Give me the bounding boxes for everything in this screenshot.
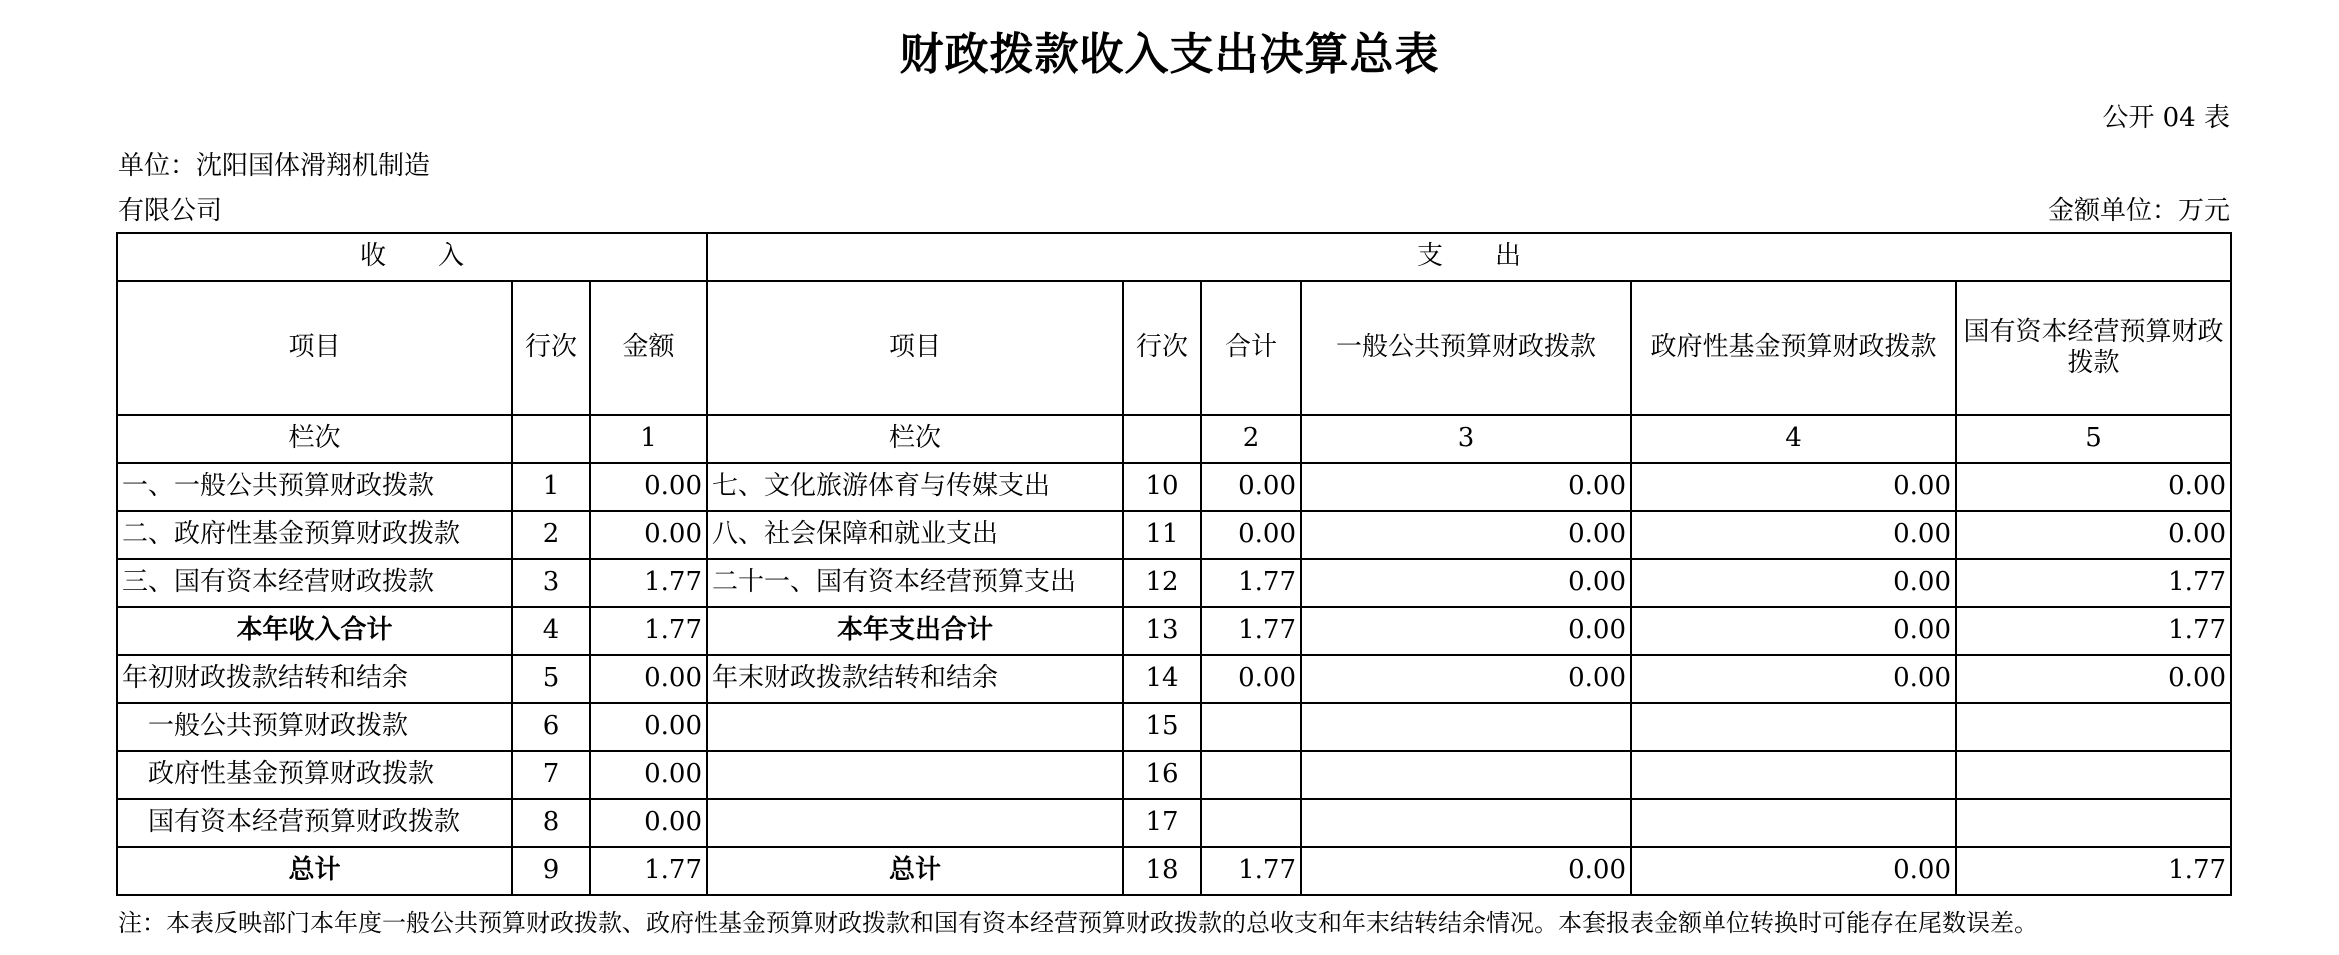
expense-total: 1.77: [1201, 847, 1301, 895]
income-item: 二、政府性基金预算财政拨款: [117, 511, 512, 559]
expense-item: [707, 751, 1123, 799]
col-header-total: 合计: [1201, 281, 1301, 415]
expense-line-no: 12: [1123, 559, 1201, 607]
table-row: [117, 463, 2231, 511]
expense-item: [707, 799, 1123, 847]
income-line-no: 7: [512, 751, 590, 799]
col-index-empty: [1123, 415, 1201, 463]
col-header-state-capital: 国有资本经营预算财政拨款: [1956, 281, 2231, 415]
expense-item: 二十一、国有资本经营预算支出: [707, 559, 1123, 607]
income-item: 三、国有资本经营财政拨款: [117, 559, 512, 607]
expense-section-header: 支 出: [707, 233, 2231, 281]
expense-total: [1201, 799, 1301, 847]
reporting-unit-line2: 有限公司: [118, 196, 223, 226]
expense-fund: 0.00: [1631, 511, 1956, 559]
col-header-expense-item: 项目: [707, 281, 1123, 415]
column-header-row: [117, 281, 2231, 415]
expense-state: 0.00: [1956, 655, 2231, 703]
col-index-empty: [512, 415, 590, 463]
expense-state: 1.77: [1956, 559, 2231, 607]
income-item: 一、一般公共预算财政拨款: [117, 463, 512, 511]
final-accounts-table: [116, 232, 2232, 896]
table-row-subtotal: [117, 607, 2231, 655]
income-amount: 0.00: [590, 799, 707, 847]
expense-line-no: 17: [1123, 799, 1201, 847]
expense-state: 1.77: [1956, 847, 2231, 895]
expense-general: 0.00: [1301, 511, 1631, 559]
expense-general: [1301, 751, 1631, 799]
income-line-no: 8: [512, 799, 590, 847]
expense-general: 0.00: [1301, 559, 1631, 607]
expense-state: [1956, 799, 2231, 847]
income-amount: 0.00: [590, 703, 707, 751]
expense-general: [1301, 703, 1631, 751]
income-section-header: 收 入: [117, 233, 707, 281]
income-line-no: 9: [512, 847, 590, 895]
table-row: [117, 751, 2231, 799]
expense-total: 0.00: [1201, 655, 1301, 703]
income-amount: 1.77: [590, 607, 707, 655]
income-line-no: 4: [512, 607, 590, 655]
expense-state: [1956, 703, 2231, 751]
expense-line-no: 16: [1123, 751, 1201, 799]
expense-fund: 0.00: [1631, 559, 1956, 607]
expense-fund: [1631, 751, 1956, 799]
expense-general: 0.00: [1301, 463, 1631, 511]
expense-line-no: 10: [1123, 463, 1201, 511]
income-item: 一般公共预算财政拨款: [117, 703, 512, 751]
expense-line-no: 15: [1123, 703, 1201, 751]
income-amount: 0.00: [590, 751, 707, 799]
col-index-label: 栏次: [117, 415, 512, 463]
col-index-4: 4: [1631, 415, 1956, 463]
table-row: [117, 511, 2231, 559]
expense-item: 七、文化旅游体育与传媒支出: [707, 463, 1123, 511]
expense-total: [1201, 751, 1301, 799]
income-amount: 0.00: [590, 655, 707, 703]
table-row: [117, 655, 2231, 703]
income-amount: 0.00: [590, 463, 707, 511]
income-line-no: 2: [512, 511, 590, 559]
col-header-income-amount: 金额: [590, 281, 707, 415]
section-header-row: [117, 233, 2231, 281]
expense-total: 0.00: [1201, 463, 1301, 511]
income-line-no: 1: [512, 463, 590, 511]
income-line-no: 6: [512, 703, 590, 751]
expense-fund: 0.00: [1631, 847, 1956, 895]
expense-line-no: 13: [1123, 607, 1201, 655]
col-header-fund-budget: 政府性基金预算财政拨款: [1631, 281, 1956, 415]
table-row: [117, 799, 2231, 847]
expense-state: [1956, 751, 2231, 799]
page-title: 财政拨款收入支出决算总表: [899, 29, 1440, 80]
expense-fund: [1631, 703, 1956, 751]
column-index-row: [117, 415, 2231, 463]
expense-total: [1201, 703, 1301, 751]
col-index-2: 2: [1201, 415, 1301, 463]
expense-general: [1301, 799, 1631, 847]
expense-item: [707, 703, 1123, 751]
expense-general: 0.00: [1301, 847, 1631, 895]
income-item: 总计: [117, 847, 512, 895]
expense-item: 总计: [707, 847, 1123, 895]
expense-item: 八、社会保障和就业支出: [707, 511, 1123, 559]
table-row: [117, 703, 2231, 751]
expense-general: 0.00: [1301, 655, 1631, 703]
money-unit: 金额单位：万元: [2047, 196, 2230, 226]
expense-fund: [1631, 799, 1956, 847]
income-amount: 0.00: [590, 511, 707, 559]
expense-total: 1.77: [1201, 607, 1301, 655]
income-item: 政府性基金预算财政拨款: [117, 751, 512, 799]
footnote: 注：本表反映部门本年度一般公共预算财政拨款、政府性基金预算财政拨款和国有资本经营预算财政拨款的总收支和年末结转结余情况。本套报表金额单位转换时可能存在尾数误差。: [118, 909, 2038, 937]
income-item: 国有资本经营预算财政拨款: [117, 799, 512, 847]
table-row-grand-total: [117, 847, 2231, 895]
income-amount: 1.77: [590, 559, 707, 607]
col-header-income-line: 行次: [512, 281, 590, 415]
col-index-5: 5: [1956, 415, 2231, 463]
expense-state: 0.00: [1956, 511, 2231, 559]
expense-line-no: 14: [1123, 655, 1201, 703]
col-header-income-item: 项目: [117, 281, 512, 415]
col-header-general-budget: 一般公共预算财政拨款: [1301, 281, 1631, 415]
expense-total: 0.00: [1201, 511, 1301, 559]
expense-line-no: 18: [1123, 847, 1201, 895]
income-line-no: 5: [512, 655, 590, 703]
table-row: [117, 559, 2231, 607]
expense-item: 年末财政拨款结转和结余: [707, 655, 1123, 703]
col-header-expense-line: 行次: [1123, 281, 1201, 415]
expense-fund: 0.00: [1631, 607, 1956, 655]
expense-state: 0.00: [1956, 463, 2231, 511]
expense-line-no: 11: [1123, 511, 1201, 559]
expense-fund: 0.00: [1631, 655, 1956, 703]
expense-general: 0.00: [1301, 607, 1631, 655]
income-amount: 1.77: [590, 847, 707, 895]
expense-state: 1.77: [1956, 607, 2231, 655]
expense-item: 本年支出合计: [707, 607, 1123, 655]
income-line-no: 3: [512, 559, 590, 607]
col-index-3: 3: [1301, 415, 1631, 463]
income-item: 年初财政拨款结转和结余: [117, 655, 512, 703]
reporting-unit-line1: 单位：沈阳国体滑翔机制造: [118, 151, 431, 181]
col-index-1: 1: [590, 415, 707, 463]
form-number: 公开 04 表: [2102, 103, 2230, 133]
col-index-label-right: 栏次: [707, 415, 1123, 463]
expense-total: 1.77: [1201, 559, 1301, 607]
expense-fund: 0.00: [1631, 463, 1956, 511]
income-item: 本年收入合计: [117, 607, 512, 655]
